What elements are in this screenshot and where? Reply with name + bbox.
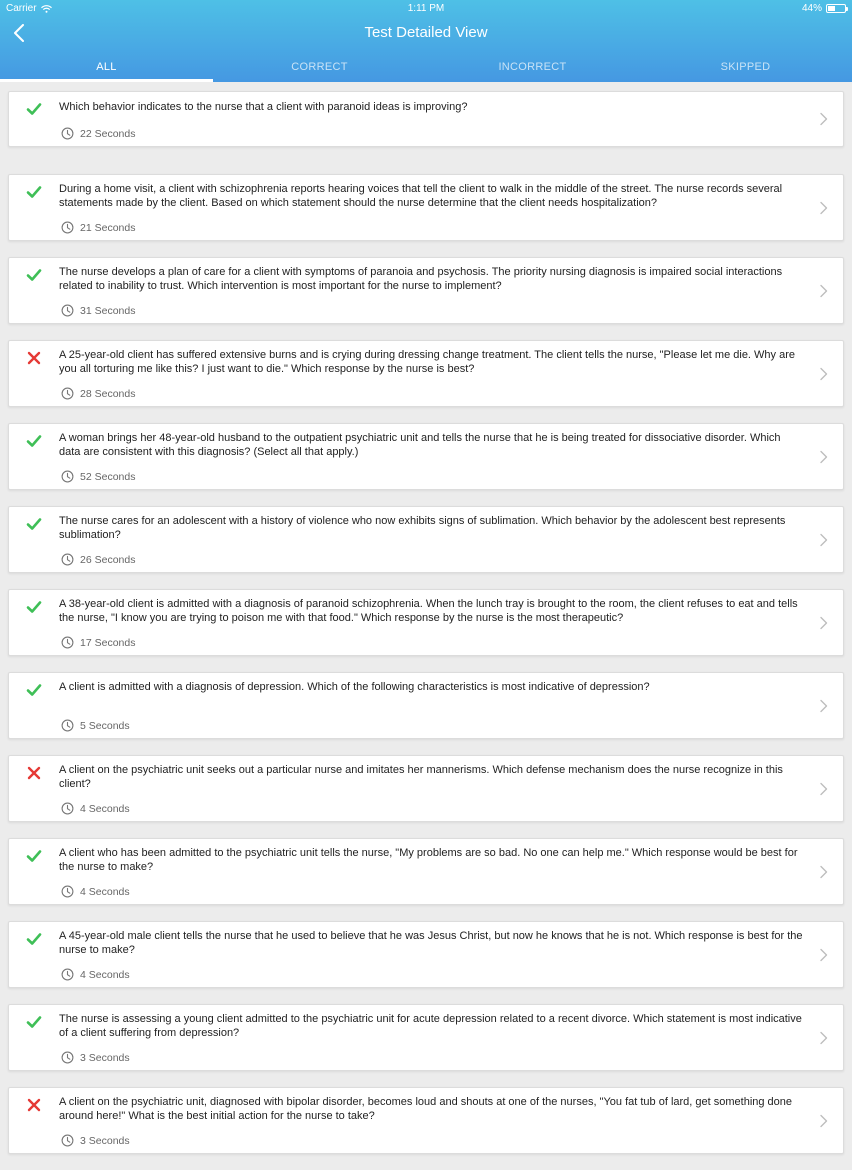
check-icon <box>25 432 43 450</box>
time-label: 52 Seconds <box>80 470 136 483</box>
check-icon <box>25 515 43 533</box>
time-spent <box>61 470 135 483</box>
question-text: The nurse cares for an adolescent with a history of violence who now exhibits signs of sublimation. Which behavior by the adolescent best represents sublimation? <box>59 515 786 541</box>
clock-icon <box>61 127 74 140</box>
question-text: A 45-year-old male client tells the nurse that he used to believe that he was Jesus Christ, but now he knows that he is not. Which response is best for the nurse to make? <box>59 930 803 956</box>
question-text: A woman brings her 48-year-old husband to the outpatient psychiatric unit and tells the nurse that he is being treated for dissociative disorder. Which data are consistent with this diagnosis? (Select all that apply.) <box>59 432 781 458</box>
time-label: 4 Seconds <box>80 968 130 981</box>
question-card[interactable] <box>8 91 844 147</box>
check-icon <box>25 598 43 616</box>
tab-incorrect[interactable]: INCORRECT <box>498 61 567 73</box>
chevron-right-icon <box>819 616 829 630</box>
question-text: The nurse develops a plan of care for a client with symptoms of paranoia and psychosis. The priority nursing diagnosis is impaired social interactions related to inability to trust. Which intervention is most important for the nurse to implement? <box>59 266 783 292</box>
status-time: 1:11 PM <box>407 3 445 14</box>
tab-all[interactable]: ALL <box>0 56 213 82</box>
clock-icon <box>61 304 74 317</box>
tab-skipped[interactable]: SKIPPED <box>720 61 771 73</box>
time-label: 22 Seconds <box>80 127 136 140</box>
time-spent <box>61 553 135 566</box>
battery-icon <box>826 4 846 13</box>
cross-icon <box>25 1096 43 1114</box>
carrier-label: Carrier <box>6 3 37 14</box>
tab-correct[interactable]: CORRECT <box>291 61 348 73</box>
battery-group <box>802 3 846 14</box>
question-card[interactable] <box>8 838 844 905</box>
time-label: 26 Seconds <box>80 553 136 566</box>
time-spent <box>61 387 135 400</box>
question-card[interactable] <box>8 506 844 573</box>
clock-icon <box>61 636 74 649</box>
status-bar <box>0 0 852 18</box>
clock-icon <box>61 221 74 234</box>
question-text: A 25-year-old client has suffered extensive burns and is crying during dressing change treatment. The client tells the nurse, "Please let me die. Why are you all torturing me like this? I just want to die." Which response by the nurse is best? <box>59 349 796 375</box>
question-list <box>8 91 844 1170</box>
battery-level <box>828 6 835 11</box>
clock-icon <box>61 885 74 898</box>
clock-icon <box>61 553 74 566</box>
check-icon <box>25 930 43 948</box>
time-label: 28 Seconds <box>80 387 136 400</box>
clock-icon <box>61 1051 74 1064</box>
time-spent <box>61 127 135 140</box>
clock-icon <box>61 470 74 483</box>
check-icon <box>25 847 43 865</box>
chevron-right-icon <box>819 699 829 713</box>
chevron-right-icon <box>819 1114 829 1128</box>
time-label: 21 Seconds <box>80 221 136 234</box>
check-icon <box>25 183 43 201</box>
question-card[interactable] <box>8 1004 844 1071</box>
time-spent <box>61 221 135 234</box>
time-spent <box>61 719 130 732</box>
question-text: Which behavior indicates to the nurse that a client with paranoid ideas is improving? <box>59 101 468 113</box>
chevron-right-icon <box>819 948 829 962</box>
time-label: 31 Seconds <box>80 304 136 317</box>
question-card[interactable] <box>8 755 844 822</box>
question-card[interactable] <box>8 921 844 988</box>
header <box>0 0 852 82</box>
chevron-right-icon <box>819 1031 829 1045</box>
chevron-right-icon <box>819 782 829 796</box>
time-label: 5 Seconds <box>80 719 130 732</box>
time-spent <box>61 802 130 815</box>
time-spent <box>61 636 135 649</box>
chevron-right-icon <box>819 201 829 215</box>
time-label: 4 Seconds <box>80 885 130 898</box>
question-card[interactable] <box>8 589 844 656</box>
question-card[interactable] <box>8 672 844 739</box>
clock-icon <box>61 802 74 815</box>
time-spent <box>61 304 135 317</box>
time-spent <box>61 1051 130 1064</box>
question-card[interactable] <box>8 423 844 490</box>
clock-icon <box>61 719 74 732</box>
tab-bar <box>0 56 852 82</box>
page-title: Test Detailed View <box>364 24 488 41</box>
time-label: 3 Seconds <box>80 1134 130 1147</box>
check-icon <box>25 1013 43 1031</box>
question-text: A 38-year-old client is admitted with a diagnosis of paranoid schizophrenia. When the lunch tray is brought to the room, the client refuses to eat and tells the nurse, "I know you are trying to poison me with that food." Which response by the nurse is the most therapeutic? <box>59 598 798 624</box>
question-text: A client on the psychiatric unit seeks out a particular nurse and imitates her mannerisms. Which defense mechanism does the nurse recognize in this client? <box>59 764 783 790</box>
chevron-right-icon <box>819 112 829 126</box>
time-spent <box>61 885 130 898</box>
clock-icon <box>61 387 74 400</box>
time-label: 4 Seconds <box>80 802 130 815</box>
question-text: A client is admitted with a diagnosis of depression. Which of the following characteristics is most indicative of depression? <box>59 681 650 693</box>
check-icon <box>25 266 43 284</box>
cross-icon <box>25 764 43 782</box>
question-text: During a home visit, a client with schizophrenia reports hearing voices that tell the client to walk in the middle of the street. The nurse records several statements made by the client. Based on which statement should the nurse determine that the client needs hospitalization? <box>59 183 783 209</box>
nav-bar <box>0 18 852 48</box>
cross-icon <box>25 349 43 367</box>
battery-percent: 44% <box>801 3 822 14</box>
question-card[interactable] <box>8 340 844 407</box>
chevron-right-icon <box>819 865 829 879</box>
time-spent <box>61 968 130 981</box>
question-card[interactable] <box>8 1087 844 1154</box>
clock-icon <box>61 968 74 981</box>
question-text: A client on the psychiatric unit, diagnosed with bipolar disorder, becomes loud and shouts at one of the nurses, "You fat tub of lard, get something done around here!" What is the best initial action for the nurse to take? <box>59 1096 793 1122</box>
check-icon <box>25 100 43 118</box>
chevron-right-icon <box>819 284 829 298</box>
question-text: The nurse is assessing a young client admitted to the psychiatric unit for acute depression related to a recent divorce. Which statement is most indicative of a client suffering from depression? <box>59 1013 802 1039</box>
chevron-right-icon <box>819 367 829 381</box>
question-text: A client who has been admitted to the psychiatric unit tells the nurse, "My problems are so bad. No one can help me." Which response would be best for the nurse to make? <box>59 847 798 873</box>
question-card[interactable] <box>8 257 844 324</box>
time-label: 3 Seconds <box>80 1051 130 1064</box>
time-label: 17 Seconds <box>80 636 136 649</box>
question-card[interactable] <box>8 174 844 241</box>
check-icon <box>25 681 43 699</box>
chevron-right-icon <box>819 533 829 547</box>
chevron-right-icon <box>819 450 829 464</box>
